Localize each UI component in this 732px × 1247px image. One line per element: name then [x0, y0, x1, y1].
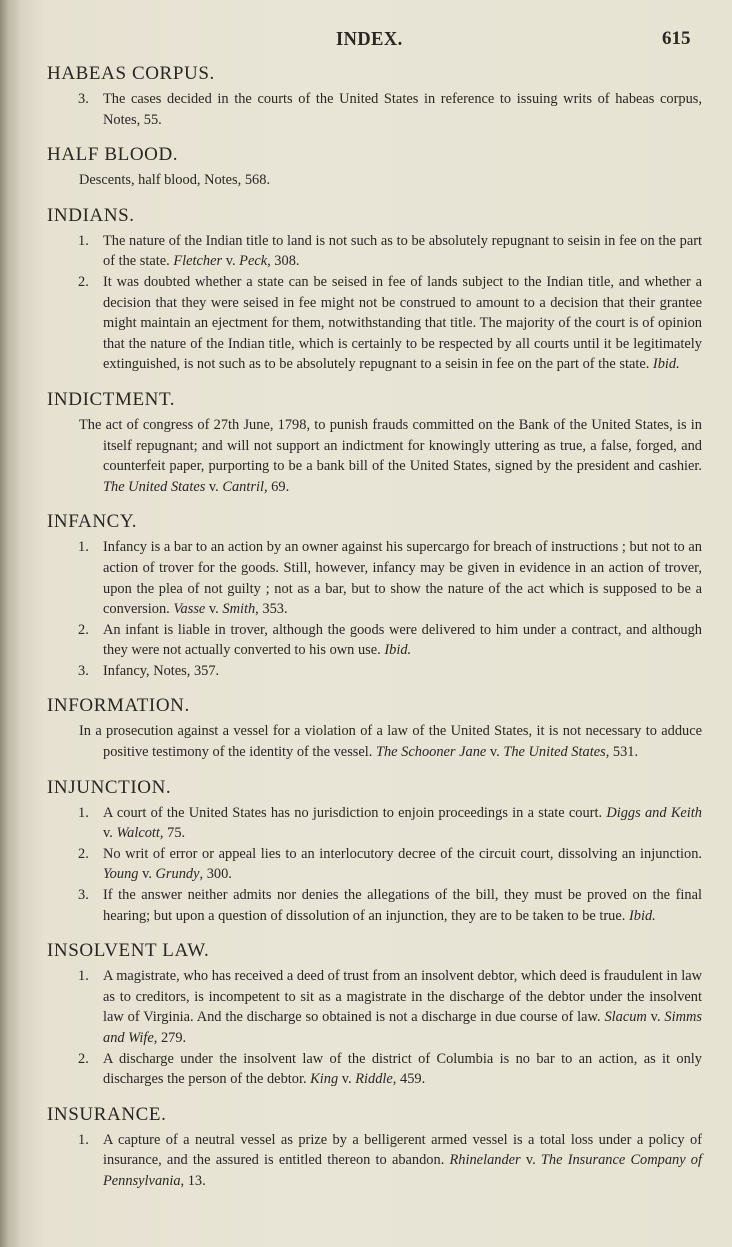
entry-item — [47, 721, 702, 762]
entry-heading: HABEAS CORPUS. — [47, 63, 215, 84]
case-citation: The Insurance Company of Pennsylvania — [103, 1152, 702, 1189]
item-text: Descents, half blood, Notes, 568. — [79, 172, 271, 189]
entry-item — [47, 272, 702, 375]
item-number: 3. — [78, 91, 89, 107]
index-content — [47, 62, 702, 1205]
entry-heading: INFANCY. — [47, 511, 138, 533]
entry-item — [47, 170, 702, 191]
entry-heading: INJUNCTION. — [47, 776, 172, 798]
index-entry — [47, 776, 702, 927]
entry-heading: INSOLVENT LAW. — [47, 940, 210, 962]
item-text: v. — [103, 825, 117, 842]
entry-item — [47, 89, 702, 130]
case-citation: Cantril — [222, 478, 264, 495]
item-number: 2. — [78, 845, 89, 862]
entry-item — [47, 1130, 702, 1192]
case-citation: Peck — [239, 253, 268, 270]
item-text: v. — [205, 478, 223, 495]
index-entry — [47, 694, 702, 762]
case-citation: Diggs and Keith — [606, 804, 703, 821]
index-entry — [47, 510, 702, 681]
item-text: It was doubted whether a state can be seised in fee of lands subject to the Indian title, and whether a decision that they were seised in fee might not be construed to amount to a decision that their grantee might maintain an ejectment for them, notwithstanding that title. The majority of the court is of opinion that the nature of the Indian title, which is certainly to be respected by all courts until it be legitimately extinguished, is not such as to be absolutely repugnant to a seisin in fee on the part of the state. — [103, 273, 702, 373]
item-text: The nature of the Indian title to land is not such as to be absolutely repugnant to seisin in fee on the part of the state. — [103, 232, 702, 270]
entry-item — [47, 803, 702, 844]
index-entry — [47, 1103, 702, 1192]
item-text: , 459. — [392, 1071, 426, 1088]
index-entry — [47, 388, 702, 497]
item-text: A capture of a neutral vessel as prize by a belligerent armed vessel is a total loss under a policy of insurance, and the assured is entitled thereon to abandon. — [103, 1131, 702, 1169]
item-number: 2. — [78, 621, 89, 638]
item-text: A discharge under the insolvent law of the district of Columbia is no bar to an action, as it only discharges the person of the debtor. — [103, 1050, 702, 1088]
item-text: v. — [646, 1009, 665, 1026]
item-number: 3. — [78, 662, 89, 679]
item-number: 1. — [78, 968, 89, 985]
item-text: , 13. — [180, 1172, 206, 1189]
entry-item — [47, 966, 702, 1048]
case-citation: Simms and Wife — [103, 1009, 702, 1046]
case-citation: Ibid. — [652, 356, 680, 373]
item-text: Infancy is a bar to an action by an owner against his supercargo for breach of instructions ; but not to an action of trover for the goods. Still, however, infancy may be given in evidence in an action of trover, upon the plea of not guilty ; not as a bar, but to show the nature of the act which is supposed to be a conversion. — [103, 539, 702, 618]
entry-item — [47, 885, 702, 926]
item-text: , 300. — [199, 866, 232, 883]
case-citation: Slacum — [604, 1009, 647, 1026]
case-citation: Riddle — [355, 1071, 393, 1088]
item-text: The act of congress of 27th June, 1798, to punish frauds committed on the Bank of the United States, is in itself repugnant; and will not support an indictment for knowingly uttering as true, a false, forged, and counterfeit paper, purporting to be a bank bill of the United States, signed by the president and cashier. — [79, 416, 702, 475]
item-text: , 308. — [267, 253, 300, 270]
case-citation: Young — [103, 866, 139, 883]
item-text: v. — [486, 744, 504, 761]
item-number: 2. — [78, 273, 89, 290]
entry-heading: INDICTMENT. — [47, 388, 176, 410]
item-number: 1. — [78, 232, 89, 249]
case-citation: Rhinelander — [449, 1152, 521, 1169]
case-citation: Smith — [222, 601, 256, 618]
entry-item — [47, 537, 702, 619]
item-text: In a prosecution against a vessel for a violation of a law of the United States, it is not necessary to adduce positive testimony of the identity of the vessel. — [79, 723, 702, 761]
item-text: A court of the United States has no jurisdiction to enjoin proceedings in a state court. — [103, 804, 607, 821]
case-citation: Ibid. — [628, 907, 656, 924]
item-number: 1. — [78, 804, 89, 821]
item-text: , 531. — [605, 744, 639, 761]
item-text: v. — [138, 866, 156, 883]
item-text: v. — [520, 1152, 541, 1169]
running-header — [0, 28, 732, 52]
item-number: 3. — [78, 887, 89, 904]
index-entry — [47, 939, 702, 1090]
item-text: If the answer neither admits nor denies the allegations of the bill, they must be proved on the final hearing; but upon a question of dissolution of an injunction, they are to be taken to be true. — [103, 887, 702, 924]
case-citation: Walcott — [116, 825, 160, 842]
entry-item — [47, 1049, 702, 1090]
item-text: , 75. — [159, 825, 186, 842]
index-entry — [47, 143, 702, 191]
entry-heading: INSURANCE. — [47, 1103, 167, 1125]
entry-item — [47, 620, 702, 661]
entry-heading: HALF BLOOD. — [47, 144, 179, 166]
item-text: , 353. — [255, 601, 288, 618]
case-citation: King — [310, 1071, 339, 1088]
index-entry — [47, 204, 702, 375]
entry-item — [47, 231, 702, 272]
item-text: , 69. — [263, 478, 290, 495]
case-citation: Grundy — [155, 866, 200, 883]
entry-item — [47, 844, 702, 885]
item-text: No writ of error or appeal lies to an interlocutory decree of the circuit court, dissolving an injunction. — [103, 845, 702, 862]
case-citation: Ibid. — [384, 642, 412, 659]
page-number: 615 — [662, 28, 691, 49]
item-text: v. — [222, 253, 240, 270]
entry-heading: INFORMATION. — [47, 695, 190, 717]
case-citation: The United States — [103, 478, 206, 495]
item-text: A magistrate, who has received a deed of trust from an insolvent debtor, which deed is fraudulent in law as to creditors, is incompetent to sit as a magistrate in the discharge of the debtor under the insolvent law of Virginia. And the discharge so obtained is not a discharge in due course of law. — [103, 968, 702, 1026]
case-citation: The Schooner Jane — [375, 744, 487, 761]
item-text: , 279. — [153, 1030, 187, 1046]
item-text: An infant is liable in trover, although the goods were delivered to him under a contract, and although they were not actually converted to his own use. — [103, 621, 702, 659]
entry-item — [47, 415, 702, 497]
index-entry — [47, 62, 702, 130]
case-citation: Fletcher — [173, 253, 223, 270]
case-citation: Vasse — [173, 601, 206, 618]
entry-item — [47, 661, 702, 682]
item-number: 2. — [78, 1050, 89, 1067]
case-citation: The United States — [503, 744, 606, 761]
item-number: 1. — [78, 539, 89, 556]
running-title: INDEX. — [336, 28, 403, 50]
entry-heading: INDIANS. — [47, 204, 135, 226]
item-number: 1. — [78, 1131, 89, 1148]
item-text: Infancy, Notes, 357. — [103, 662, 220, 679]
item-text: v. — [205, 601, 223, 618]
item-text: The cases decided in the courts of the United States in reference to issuing writs of habeas corpus, Notes, 55. — [103, 91, 702, 128]
item-text: v. — [338, 1071, 356, 1088]
